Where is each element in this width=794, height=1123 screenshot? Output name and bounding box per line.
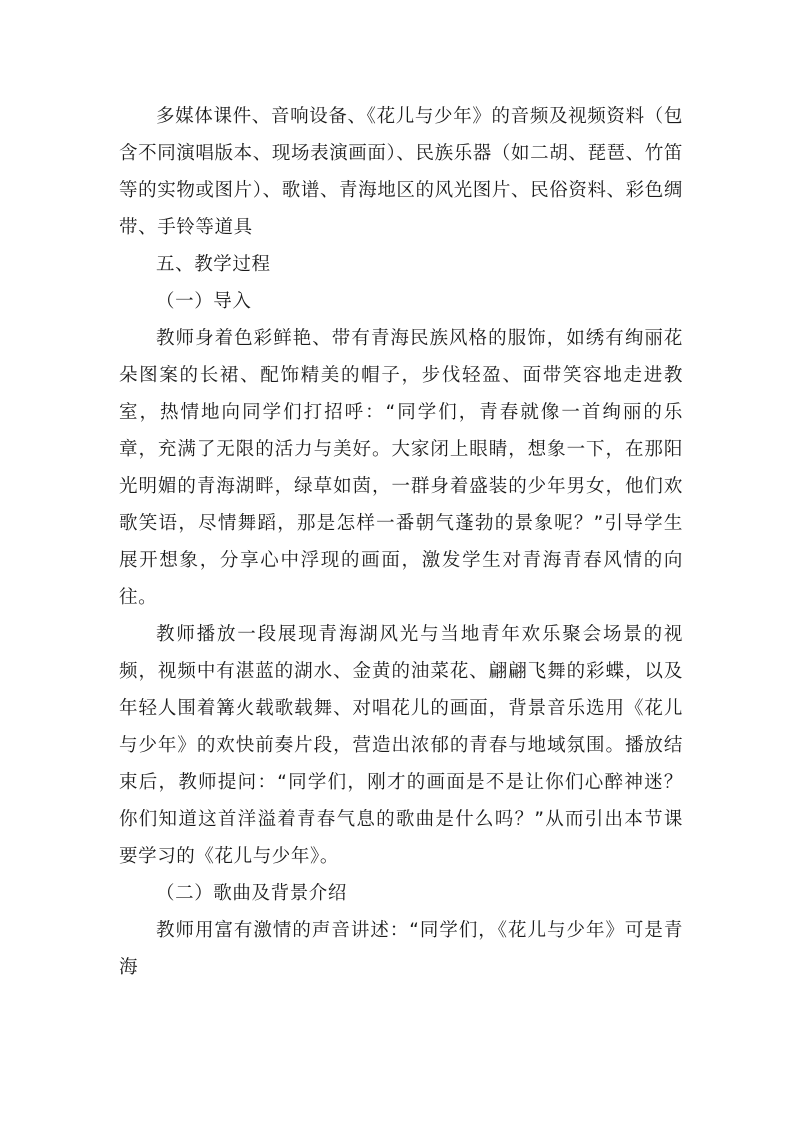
materials-paragraph: 多媒体课件、音响设备、《花儿与少年》的音频及视频资料（包含不同演唱版本、现场表演画面）、民族乐器（如二胡、琵琶、竹笛等的实物或图片）、歌谱、青海地区的风光图片、民俗资料、彩色绸带、手铃等道具	[119, 106, 683, 238]
document-body	[119, 98, 683, 986]
introduction-paragraph-2: 教师播放一段展现青海湖风光与当地青年欢乐聚会场景的视频，视频中有湛蓝的湖水、金黄的油菜花、翩翩飞舞的彩蝶，以及年轻人围着篝火载歌载舞、对唱花儿的画面，背景音乐选用《花儿与少年》的欢快前奏片段，营造出浓郁的青春与地域氛围。播放结束后，教师提问：“同学们，刚才的画面是不是让你们心醉神迷？你们知道这首洋溢着青春气息的歌曲是什么吗？”从而引出本节课要学习的《花儿与少年》。	[119, 624, 683, 867]
section-heading-teaching-process: 五、教学过程	[156, 254, 271, 275]
song-background-paragraph: 教师用富有激情的声音讲述：“同学们，《花儿与少年》可是青海	[119, 920, 683, 978]
introduction-paragraph-1: 教师身着色彩鲜艳、带有青海民族风格的服饰，如绣有绚丽花朵图案的长裙、配饰精美的帽子，步伐轻盈、面带笑容地走进教室，热情地向同学们打招呼：“同学们，青春就像一首绚丽的乐章，充满了无限的活力与美好。大家闭上眼睛，想象一下，在那阳光明媚的青海湖畔，绿草如茵，一群身着盛装的少年男女，他们欢歌笑语，尽情舞蹈，那是怎样一番朝气蓬勃的景象呢？”引导学生展开想象，分享心中浮现的画面，激发学生对青海青春风情的向往。	[119, 328, 683, 608]
subsection-heading-song-background: （二）歌曲及背景介绍	[156, 883, 348, 904]
subsection-heading-introduction: （一）导入	[156, 291, 252, 312]
